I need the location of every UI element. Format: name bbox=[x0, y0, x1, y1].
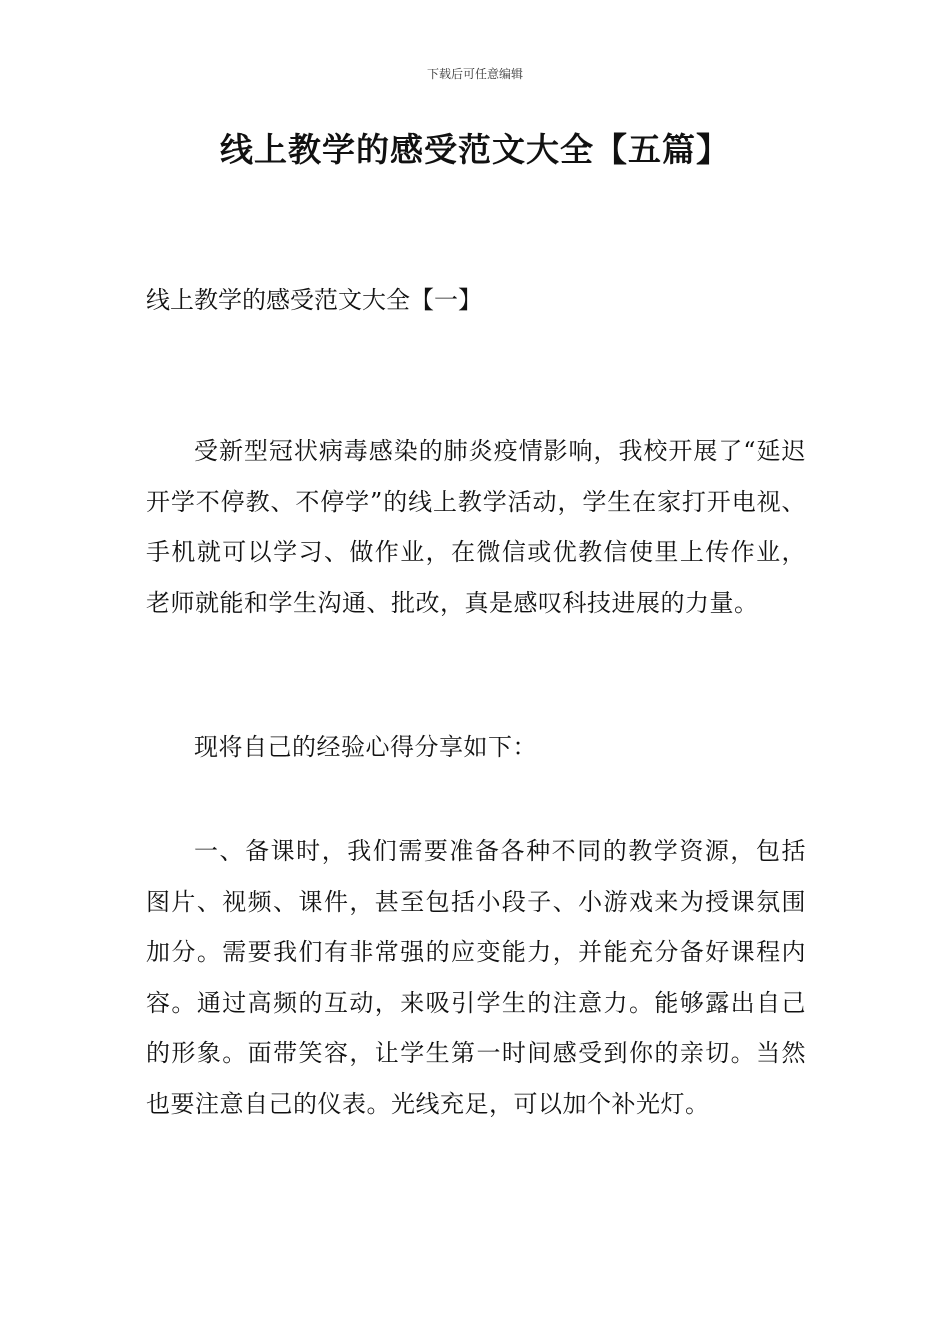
section-heading: 线上教学的感受范文大全【一】 bbox=[146, 286, 482, 314]
body-paragraph-point-one: 一、备课时，我们需要准备各种不同的教学资源，包括图片、视频、课件，甚至包括小段子、小游戏来为授课氛围加分。需要我们有非常强的应变能力，并能充分备好课程内容。通过高频的互动，来吸引学生的注意力。能够露出自己的形象。面带笑容，让学生第一时间感受到你的亲切。当然也要注意自己的仪表。光线充足，可以加个补光灯。 bbox=[146, 837, 806, 1118]
header-note: 下载后可任意编辑 bbox=[426, 67, 523, 81]
document-title: 线上教学的感受范文大全【五篇】 bbox=[220, 130, 730, 169]
body-paragraph-share: 现将自己的经验心得分享如下： bbox=[194, 733, 537, 761]
body-paragraph-intro: 受新型冠状病毒感染的肺炎疫情影响，我校开展了“延迟开学不停教、不停学”的线上教学活动，学生在家打开电视、手机就可以学习、做作业，在微信或优教信使里上传作业，老师就能和学生沟通、批改，真是感叹科技进展的力量。 bbox=[146, 437, 806, 617]
